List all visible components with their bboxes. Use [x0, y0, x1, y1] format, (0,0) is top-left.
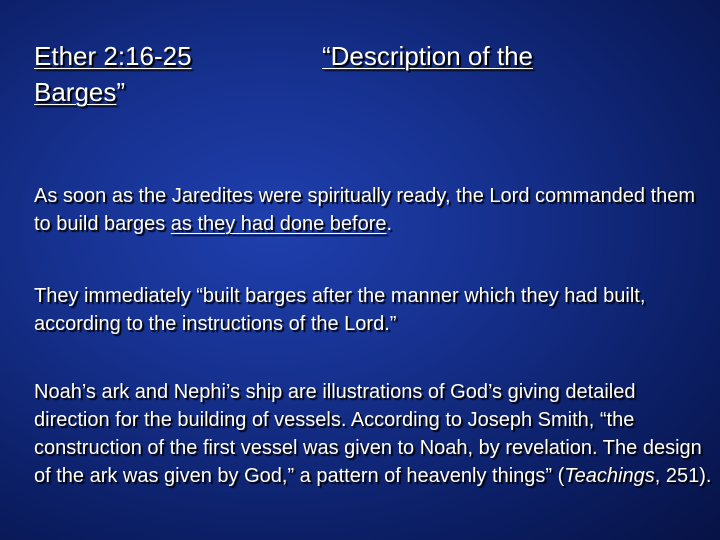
paragraph-3-end: , 251). [654, 465, 712, 487]
scripture-reference-title [34, 38, 284, 110]
reference-line-2: Barges [34, 77, 117, 107]
paragraph-2-text: They immediately “built barges after the manner which they had built, according to the instructions of the Lord.” [34, 285, 646, 335]
reference-closing-quote: ” [116, 77, 126, 107]
paragraph-3-text: Noah’s ark and Nephi’s ship are illustrations of God’s giving detailed direction for the building of vessels. According to Joseph Smith, “the construction of the first vessel was given to Noah, by revelation. The design of the ark was given by God,” a pattern of heavenly things” ( [34, 381, 702, 487]
paragraph-jaredites-barges [34, 182, 714, 238]
description-title-text: “Description of the [322, 41, 533, 71]
paragraph-3-citation-title: Teachings [564, 465, 655, 487]
paragraph-built-barges [34, 282, 714, 338]
paragraph-1-end: . [386, 213, 393, 235]
reference-line-1: Ether 2:16-25 [34, 41, 192, 71]
paragraph-1-text: As soon as the Jaredites were spiritually ready, the Lord commanded them to build barges [34, 185, 696, 235]
paragraph-noah-ark [34, 378, 714, 490]
description-title [322, 38, 702, 74]
paragraph-1-underlined: as they had done before [170, 213, 387, 235]
